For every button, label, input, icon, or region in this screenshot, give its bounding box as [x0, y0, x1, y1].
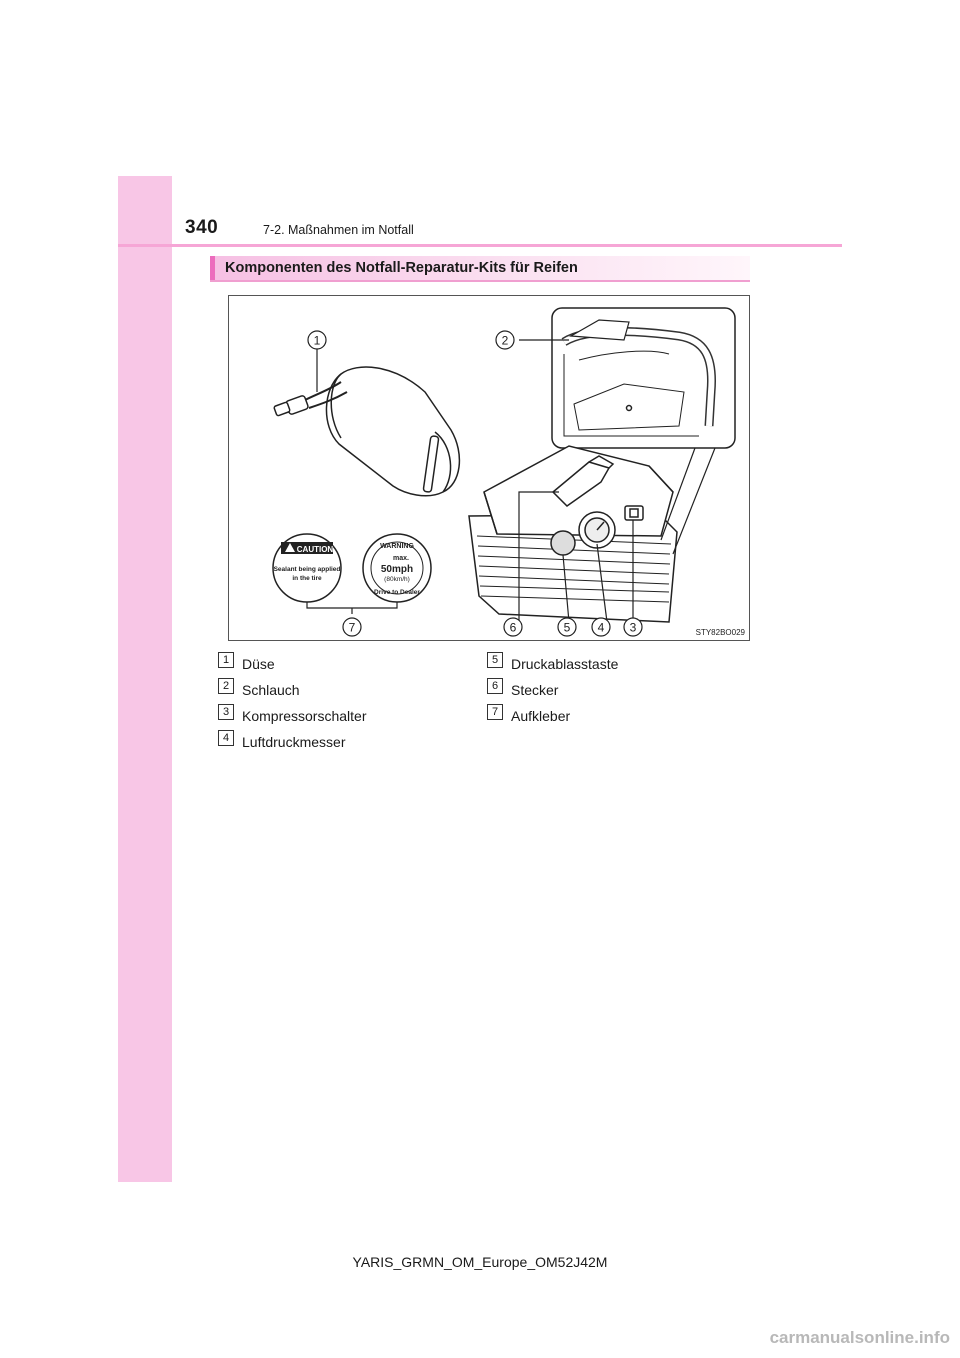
legend-label: Luftdruckmesser	[242, 734, 346, 750]
caution-title: CAUTION	[296, 545, 334, 554]
compressor-unit	[469, 446, 677, 622]
callout-6: 6	[509, 620, 517, 635]
caution-line1: Sealant being applied	[273, 566, 341, 573]
section-heading	[210, 256, 750, 282]
caution-sticker	[273, 534, 341, 602]
number-badge: 4	[218, 730, 234, 746]
legend-label: Druckablasstaste	[511, 656, 619, 672]
number-badge: 3	[218, 704, 234, 720]
warning-max: max.	[393, 555, 409, 562]
legend-label: Düse	[242, 656, 275, 672]
warning-kmh: (80km/h)	[384, 576, 410, 583]
callout-7: 7	[348, 620, 356, 635]
legend-label: Schlauch	[242, 682, 300, 698]
warning-title: WARNING	[380, 543, 414, 550]
number-badge: 1	[218, 652, 234, 668]
warning-speed: 50mph	[380, 564, 414, 575]
kit-illustration	[228, 295, 750, 641]
section-title: 7-2. Maßnahmen im Notfall	[263, 223, 414, 237]
number-badge: 2	[218, 678, 234, 694]
callout-5: 5	[563, 620, 571, 635]
legend-label: Stecker	[511, 682, 559, 698]
heading-accent	[210, 256, 215, 280]
number-badge: 5	[487, 652, 503, 668]
callout-4: 4	[597, 620, 605, 635]
watermark: carmanualsonline.info	[769, 1328, 950, 1347]
figure-code: STY82BO029	[695, 628, 745, 637]
warning-bottom: Drive to Dealer	[374, 589, 420, 596]
document-reference: YARIS_GRMN_OM_Europe_OM52J42M	[352, 1254, 608, 1270]
legend-label: Kompressorschalter	[242, 708, 367, 724]
number-badge: 6	[487, 678, 503, 694]
hose-inset	[552, 308, 735, 448]
heading-text: Komponenten des Notfall-Reparatur-Kits für Reifen	[225, 260, 578, 276]
callout-3: 3	[629, 620, 637, 635]
side-tab-band	[118, 176, 172, 1182]
legend-label: Aufkleber	[511, 708, 571, 724]
callout-2: 2	[501, 333, 509, 348]
sealant-bottle	[274, 367, 460, 496]
header-rule	[118, 244, 842, 247]
caution-line2: in the tire	[292, 575, 322, 582]
callout-1: 1	[313, 333, 321, 348]
page-number: 340	[185, 217, 219, 238]
number-badge: 7	[487, 704, 503, 720]
warning-sticker	[363, 534, 431, 602]
